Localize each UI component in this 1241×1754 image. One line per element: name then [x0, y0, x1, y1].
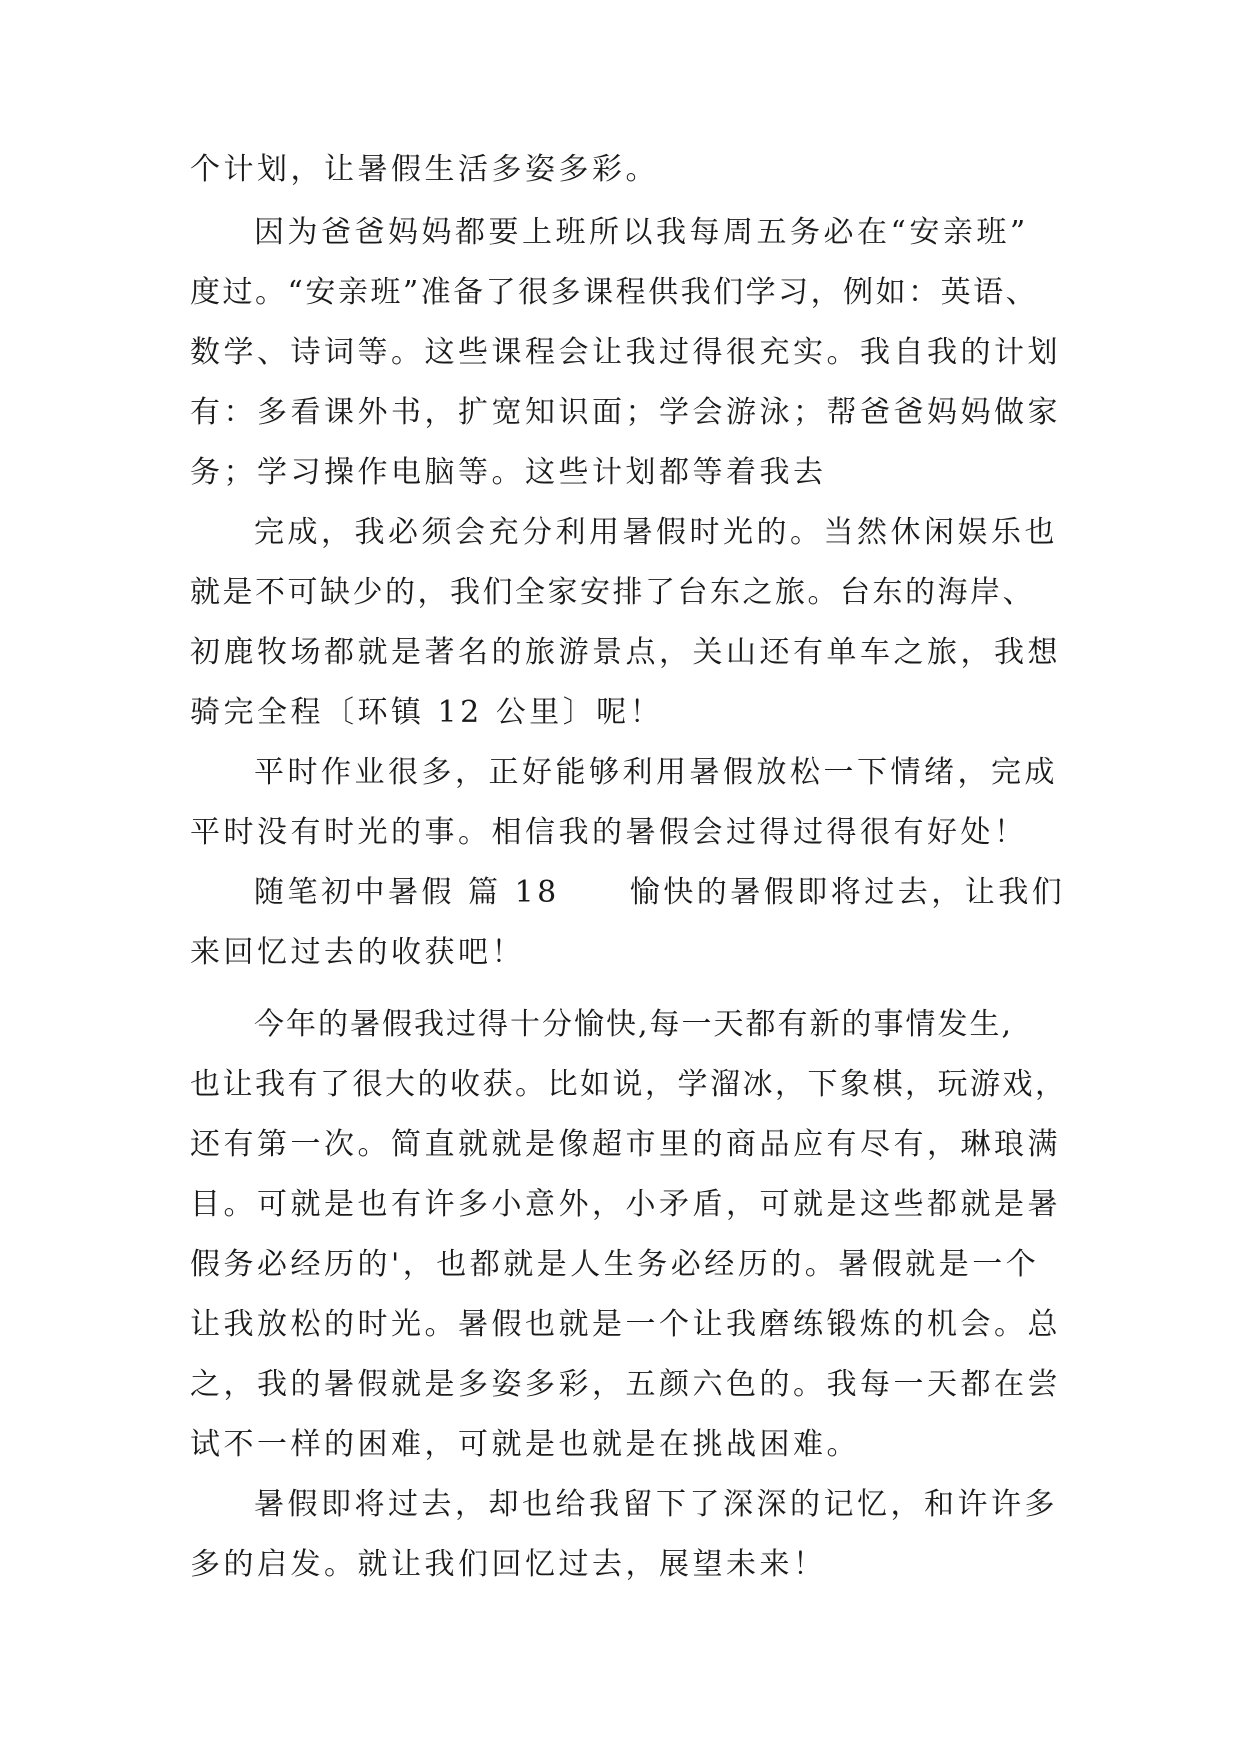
text-line: 今年的暑假我过得十分愉快,每一天都有新的事情发生,: [254, 1007, 1014, 1042]
text-line: 数学、诗词等。这些课程会让我过得很充实。我自我的计划: [190, 335, 1061, 370]
text-line: 骑完全程〔环镇 12 公里〕呢！: [190, 695, 664, 730]
text-line: 有：多看课外书，扩宽知识面；学会游泳；帮爸爸妈妈做家: [190, 395, 1061, 430]
text-line: 务；学习操作电脑等。这些计划都等着我去: [190, 455, 827, 490]
text-line: 也让我有了很大的收获。比如说，学溜冰，下象棋，玩游戏，: [190, 1067, 1068, 1102]
text-line: 愉快的暑假即将过去，让我们: [629, 875, 1066, 910]
text-line: 平时作业很多，正好能够利用暑假放松一下情绪，完成: [254, 755, 1058, 790]
text-line: 度过。“安亲班”准备了很多课程供我们学习，例如：英语、: [190, 275, 1039, 310]
text-line: 因为爸爸妈妈都要上班所以我每周五务必在“安亲班”: [254, 215, 1029, 250]
text-line: 目。可就是也有许多小意外，小矛盾，可就是这些都就是暑: [190, 1187, 1061, 1222]
text-line: 初鹿牧场都就是著名的旅游景点，关山还有单车之旅，我想: [190, 635, 1061, 670]
text-line: 个计划，让暑假生活多姿多彩。: [190, 152, 659, 187]
article-heading: 随笔初中暑假 篇 18: [254, 875, 560, 910]
text-line: 假务必经历的'，也都就是人生务必经历的。暑假就是一个: [190, 1247, 1040, 1282]
text-line: 试不一样的困难，可就是也就是在挑战困难。: [190, 1427, 860, 1462]
text-line: 让我放松的时光。暑假也就是一个让我磨练锻炼的机会。总: [190, 1307, 1061, 1342]
text-line: 之，我的暑假就是多姿多彩，五颜六色的。我每一天都在尝: [190, 1367, 1061, 1402]
text-line: 暑假即将过去，却也给我留下了深深的记忆，和许许多: [254, 1487, 1058, 1522]
text-line: 平时没有时光的事。相信我的暑假会过得过得很有好处！: [190, 815, 1028, 850]
text-line: 完成，我必须会充分利用暑假时光的。当然休闲娱乐也: [254, 515, 1058, 550]
article-heading-line: [254, 863, 1065, 923]
text-line: 来回忆过去的收获吧！: [190, 935, 525, 970]
text-line: 就是不可缺少的，我们全家安排了台东之旅。台东的海岸、: [190, 575, 1035, 610]
text-line: 多的启发。就让我们回忆过去，展望未来！: [190, 1547, 827, 1582]
text-line: 还有第一次。简直就就是像超市里的商品应有尽有，琳琅满: [190, 1127, 1061, 1162]
